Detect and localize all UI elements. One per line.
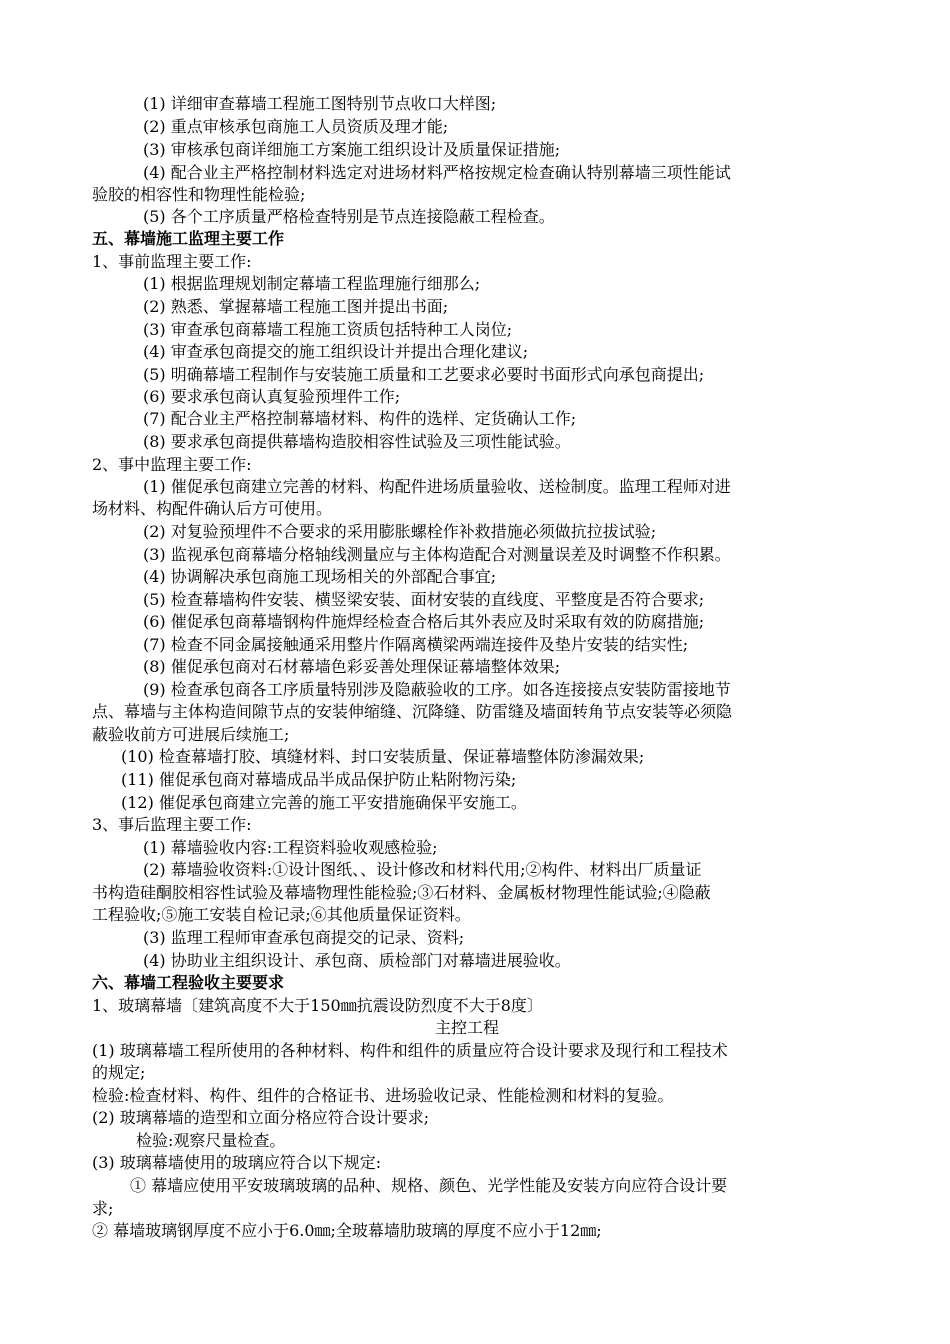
s5-post-item: (2) 幕墙验收资料:①设计图纸、、设计修改和材料代用;②构件、材料出厂质量证 [143,860,702,879]
s5-mid-item: (8) 催促承包商对石材幕墙色彩妥善处理保证幕墙整体效果; [143,657,561,676]
s5-pre-item: (8) 要求承包商提供幕墙构造胶相容性试验及三项性能试验。 [143,432,571,451]
s5-mid-item: (6) 催促承包商幕墙钢构件施焊经检查合格后其外表应及时采取有效的防腐措施; [143,612,705,631]
s5-mid-item: (4) 协调解决承包商施工现场相关的外部配合事宜; [143,567,497,586]
s5-mid-item: (3) 监视承包商幕墙分格轴线测量应与主体构造配合对测量误差及时调整不作积累。 [143,545,731,564]
s4-item-3: (3) 审核承包商详细施工方案施工组织设计及质量保证措施; [143,140,561,159]
s5-mid-item: (7) 检查不同金属接触通采用整片作隔离横梁两端连接件及垫片安装的结实性; [143,635,689,654]
section6-heading: 六、幕墙工程验收主要要求 [92,973,285,992]
s5-mid-item: (5) 检查幕墙构件安装、横竖梁安装、面材安装的直线度、平整度是否符合要求; [143,590,705,609]
s5-pre-item: (4) 审查承包商提交的施工组织设计并提出合理化建议; [143,342,529,361]
s5-pre-item: (5) 明确幕墙工程制作与安装施工质量和工艺要求必要时书面形式向承包商提出; [143,365,705,384]
s5-pre-item: (1) 根据监理规划制定幕墙工程监理施行细那么; [143,274,481,293]
s5-mid-item-cont: 场材料、构配件确认后方可使用。 [92,499,333,518]
s5-mid-item: (10) 检查幕墙打胶、填缝材料、封口安装质量、保证幕墙整体防渗漏效果; [121,747,645,766]
s5-mid-item: (1) 催促承包商建立完善的材料、构配件进场质量验收、送检制度。监理工程师对进 [143,477,731,496]
s5-mid-item: (11) 催促承包商对幕墙成品半成品保护防止粘附物污染; [121,770,517,789]
s5-post-item-cont: 书构造硅酮胶相容性试验及幕墙物理性能检验;③石材料、金属板材物理性能试验;④隐蔽 [92,883,711,902]
s4-item-4-cont: 验胶的相容性和物理性能检验; [92,185,306,204]
s4-item-1: (1) 详细审查幕墙工程施工图特别节点收口大样图; [143,94,497,113]
s6-line: ① 幕墙应使用平安玻璃玻璃的品种、规格、颜色、光学性能及安装方向应符合设计要 [130,1176,728,1195]
s6-line: 求; [92,1199,114,1218]
s5-mid-item-cont: 点、幕墙与主体构造间隙节点的安装伸缩缝、沉降缝、防雷缝及墙面转角节点安装等必须隐 [92,702,733,721]
s5-post-title: 3、事后监理主要工作: [92,815,252,834]
s6-line: ② 幕墙玻璃钢厚度不应小于6.0㎜;全玻幕墙肋玻璃的厚度不应小于12㎜; [92,1221,602,1240]
s6-line: (3) 玻璃幕墙使用的玻璃应符合以下规定: [92,1153,382,1172]
s5-mid-item-cont: 蔽验收前方可进展后续施工; [92,725,290,744]
s6-line: (2) 玻璃幕墙的造型和立面分格应符合设计要求; [92,1108,430,1127]
s4-item-5: (5) 各个工序质量严格检查特别是节点连接隐蔽工程检查。 [143,207,555,226]
s5-post-item: (4) 协助业主组织设计、承包商、质检部门对幕墙进展验收。 [143,951,571,970]
s6-line: 检验:观察尺量检查。 [136,1131,286,1150]
s6-line: (1) 玻璃幕墙工程所使用的各种材料、构件和组件的质量应符合设计要求及现行和工程技术 [92,1041,728,1060]
s5-pre-item: (3) 审查承包商幕墙工程施工资质包括特种工人岗位; [143,320,513,339]
s5-pre-item: (2) 熟悉、掌握幕墙工程施工图并提出书面; [143,297,449,316]
s5-mid-item: (12) 催促承包商建立完善的施工平安措施确保平安施工。 [121,793,527,812]
s5-mid-title: 2、事中监理主要工作: [92,455,252,474]
s6-sub1: 1、玻璃幕墙〔建筑高度不大于150㎜抗震设防烈度不大于8度〕 [92,996,543,1015]
s6-center-title: 主控工程 [435,1018,500,1037]
s6-line: 检验:检查材料、构件、组件的合格证书、进场验收记录、性能检测和材料的复验。 [92,1086,674,1105]
section5-heading: 五、幕墙施工监理主要工作 [92,229,285,248]
s4-item-4: (4) 配合业主严格控制材料选定对进场材料严格按规定检查确认特别幕墙三项性能试 [143,163,731,182]
s5-pre-item: (7) 配合业主严格控制幕墙材料、构件的选样、定货确认工作; [143,409,577,428]
s5-post-item: (3) 监理工程师审查承包商提交的记录、资料; [143,928,465,947]
s6-line: 的规定; [92,1063,146,1082]
s4-item-2: (2) 重点审核承包商施工人员资质及理才能; [143,117,449,136]
s5-post-item-cont: 工程验收;⑤施工安装自检记录;⑥其他质量保证资料。 [92,905,471,924]
s5-mid-item: (2) 对复验预埋件不合要求的采用膨胀螺栓作补救措施必须做抗拉拔试验; [143,522,657,541]
s5-mid-item: (9) 检查承包商各工序质量特别涉及隐蔽验收的工序。如各连接接点安装防雷接地节 [143,680,731,699]
s5-pre-item: (6) 要求承包商认真复验预埋件工作; [143,387,401,406]
s5-post-item: (1) 幕墙验收内容:工程资料验收观感检验; [143,838,438,857]
s5-pre-title: 1、事前监理主要工作: [92,252,252,271]
